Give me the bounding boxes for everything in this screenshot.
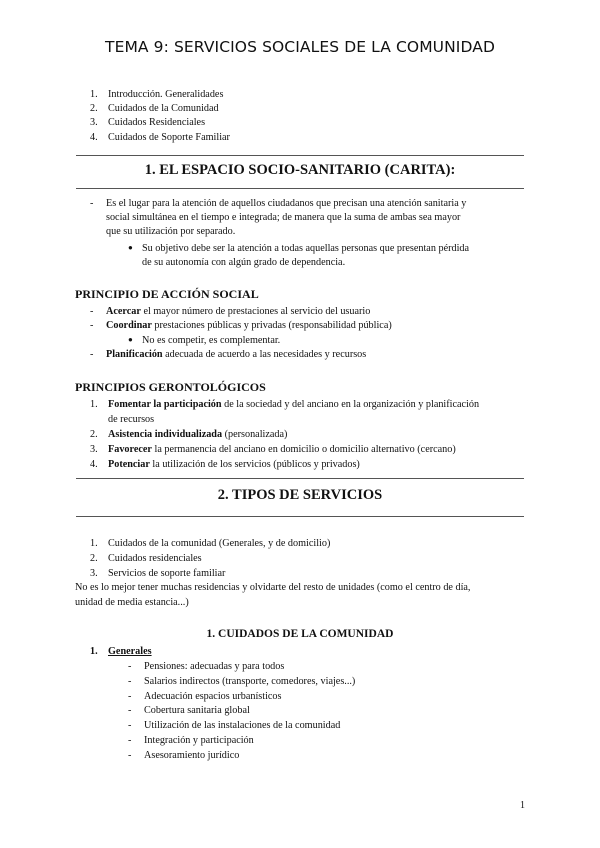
list-item: 3. Favorecer la permanencia del anciano en domicilio o domicilio alternativo (cercano): [90, 444, 456, 455]
dash-item: - Adecuación espacios urbanísticos: [128, 691, 282, 702]
list-item: 2. Asistencia individualizada (personalizada): [90, 429, 288, 440]
dash-item: - Cobertura sanitaria global: [128, 705, 250, 716]
subsection-heading: PRINCIPIO DE ACCIÓN SOCIAL: [75, 287, 259, 301]
bullet-item: ● No es competir, es complementar.: [128, 335, 281, 346]
toc-item: 3. Cuidados Residenciales: [90, 117, 206, 128]
dash-item: - Integración y participación: [128, 735, 254, 746]
divider: [76, 516, 524, 517]
dash-item: - Salarios indirectos (transporte, comedores, viajes...): [128, 676, 356, 687]
subsection-heading: PRINCIPIOS GERONTOLÓGICOS: [75, 380, 266, 394]
toc-item: 2. Cuidados de la Comunidad: [90, 103, 219, 114]
subsection-label: 1. Generales: [90, 646, 152, 657]
list-item: 1. Fomentar la participación de la sociedad y del anciano en la organización y planificación: [90, 399, 480, 410]
dash-item-line: que su utilización por separado.: [106, 226, 236, 237]
dash-item: - Es el lugar para la atención de aquellos ciudadanos que precisan una atención sanitaria y: [90, 198, 467, 209]
toc-item: 1. Introducción. Generalidades: [90, 89, 224, 100]
page-number: 1: [520, 800, 525, 811]
dash-item: - Coordinar prestaciones públicas y privadas (responsabilidad pública): [90, 320, 392, 331]
section-heading: 2. TIPOS DE SERVICIOS: [217, 487, 383, 503]
dash-item: - Utilización de las instalaciones de la comunidad: [128, 720, 341, 731]
toc-item: 4. Cuidados de Soporte Familiar: [90, 132, 230, 143]
dash-item: - Asesoramiento jurídico: [128, 750, 240, 761]
list-item: 1. Cuidados de la comunidad (Generales, y de domicilio): [90, 538, 331, 549]
section-heading: 1. CUIDADOS DE LA COMUNIDAD: [206, 628, 394, 640]
dash-item: - Planificación adecuada de acuerdo a las necesidades y recursos: [90, 349, 367, 360]
divider: [76, 188, 524, 189]
list-item: 3. Servicios de soporte familiar: [90, 568, 226, 579]
list-item-line: de recursos: [108, 414, 155, 425]
page-title: TEMA 9: SERVICIOS SOCIALES DE LA COMUNIDAD: [105, 38, 495, 56]
dash-item: - Acercar el mayor número de prestaciones al servicio del usuario: [90, 306, 371, 317]
dash-item-line: social simultánea en el tiempo e integrada; de manera que la suma de ambas sea mayor: [106, 212, 461, 223]
list-item: 2. Cuidados residenciales: [90, 553, 202, 564]
dash-item: - Pensiones: adecuadas y para todos: [128, 661, 285, 672]
bullet-item: ● Su objetivo debe ser la atención a todas aquellas personas que presentan pérdida: [128, 243, 470, 254]
list-item: 4. Potenciar la utilización de los servicios (públicos y privados): [90, 459, 360, 470]
paragraph-line: No es lo mejor tener muchas residencias y olvidarte del resto de unidades (como el centro de día,: [75, 582, 471, 593]
divider: [76, 155, 524, 156]
bullet-item-line: de su autonomía con algún grado de dependencia.: [142, 257, 346, 268]
divider: [76, 478, 524, 479]
paragraph-line: unidad de media estancia...): [75, 597, 189, 608]
section-heading: 1. EL ESPACIO SOCIO-SANITARIO (CARITA):: [144, 162, 456, 178]
